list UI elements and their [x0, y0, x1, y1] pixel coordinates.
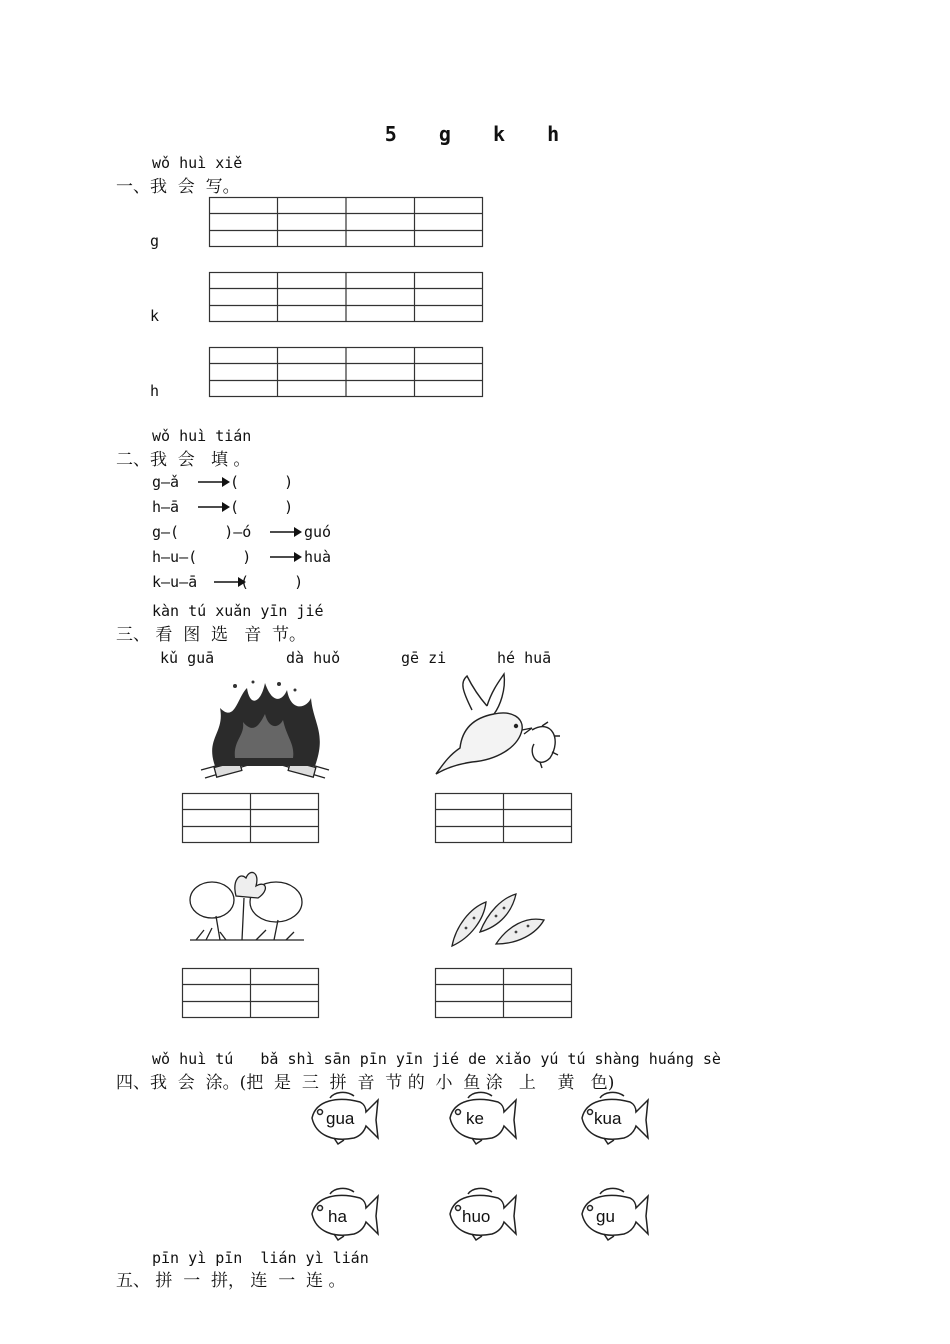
fire-picture: [195, 678, 335, 788]
answer-grid-bitter-melon[interactable]: [435, 968, 572, 1018]
fish-kua[interactable]: [574, 1090, 650, 1146]
syllable-option-1: kǔ guā: [160, 649, 215, 667]
fish-label: huo: [462, 1207, 491, 1226]
fill-item-1-left: g—ǎ: [152, 473, 180, 491]
section-3-pinyin: kàn tú xuǎn yīn jié: [152, 602, 324, 620]
fill-item-1-answer[interactable]: ( ): [230, 473, 294, 491]
section-4-pinyin: wǒ huì tú bǎ shì sān pīn yīn jié de xiǎo yú tú shàng huáng sè: [152, 1050, 721, 1068]
section-2-heading: 二、我 会 填 。: [116, 450, 251, 470]
fish-label: gua: [326, 1109, 355, 1128]
writing-grid-h[interactable]: [209, 347, 483, 397]
arrow-icon: [270, 526, 302, 538]
page-title: 5 g k h: [384, 122, 566, 146]
answer-grid-lotus[interactable]: [182, 968, 319, 1018]
bitter-melon-picture: [446, 886, 546, 950]
section-1-heading: 一、我 会 写。: [116, 177, 240, 197]
fill-item-3-result: guó: [304, 523, 332, 541]
fish-label: gu: [596, 1207, 615, 1226]
dove-picture: [432, 670, 562, 782]
section-5-pinyin: pīn yì pīn lián yì lián: [152, 1249, 369, 1267]
write-letter-h: h: [150, 382, 160, 400]
arrow-icon: [198, 501, 230, 513]
section-4-heading: 四、我 会 涂。(把 是 三 拼 音 节 的 小 鱼 涂 上 黄 色): [116, 1073, 615, 1093]
syllable-option-4: hé huā: [497, 649, 552, 667]
fill-item-3-left[interactable]: g—( )—ó: [152, 523, 252, 541]
write-letter-g: g: [150, 232, 160, 250]
fish-gu[interactable]: [574, 1186, 650, 1242]
fish-ke[interactable]: [442, 1090, 518, 1146]
syllable-option-2: dà huǒ: [286, 649, 341, 667]
fill-item-5-answer[interactable]: ( ): [240, 573, 304, 591]
section-1-pinyin: wǒ huì xiě: [152, 154, 243, 172]
writing-grid-g[interactable]: [209, 197, 483, 247]
arrow-icon: [198, 476, 230, 488]
fill-item-2-left: h—ā: [152, 498, 180, 516]
fish-label: kua: [594, 1109, 622, 1128]
fill-item-4-result: huà: [304, 548, 332, 566]
fish-gua[interactable]: [304, 1090, 380, 1146]
answer-grid-fire[interactable]: [182, 793, 319, 843]
fish-ha[interactable]: [304, 1186, 380, 1242]
write-letter-k: k: [150, 307, 160, 325]
fill-item-5-left: k—u—ā: [152, 573, 198, 591]
answer-grid-dove[interactable]: [435, 793, 572, 843]
fill-item-4-left[interactable]: h—u—( ): [152, 548, 252, 566]
writing-grid-k[interactable]: [209, 272, 483, 322]
section-2-pinyin: wǒ huì tián: [152, 427, 252, 445]
syllable-option-3: gē zi: [401, 649, 447, 667]
fill-item-2-answer[interactable]: ( ): [230, 498, 294, 516]
section-5-heading: 五、 拼 一 拼， 连 一 连 。: [116, 1271, 346, 1291]
fish-huo[interactable]: [442, 1186, 518, 1242]
fish-label: ke: [466, 1109, 484, 1128]
arrow-icon: [270, 551, 302, 563]
section-3-heading: 三、 看 图 选 音 节。: [116, 625, 307, 645]
fish-label: ha: [328, 1207, 347, 1226]
lotus-picture: [186, 866, 308, 948]
